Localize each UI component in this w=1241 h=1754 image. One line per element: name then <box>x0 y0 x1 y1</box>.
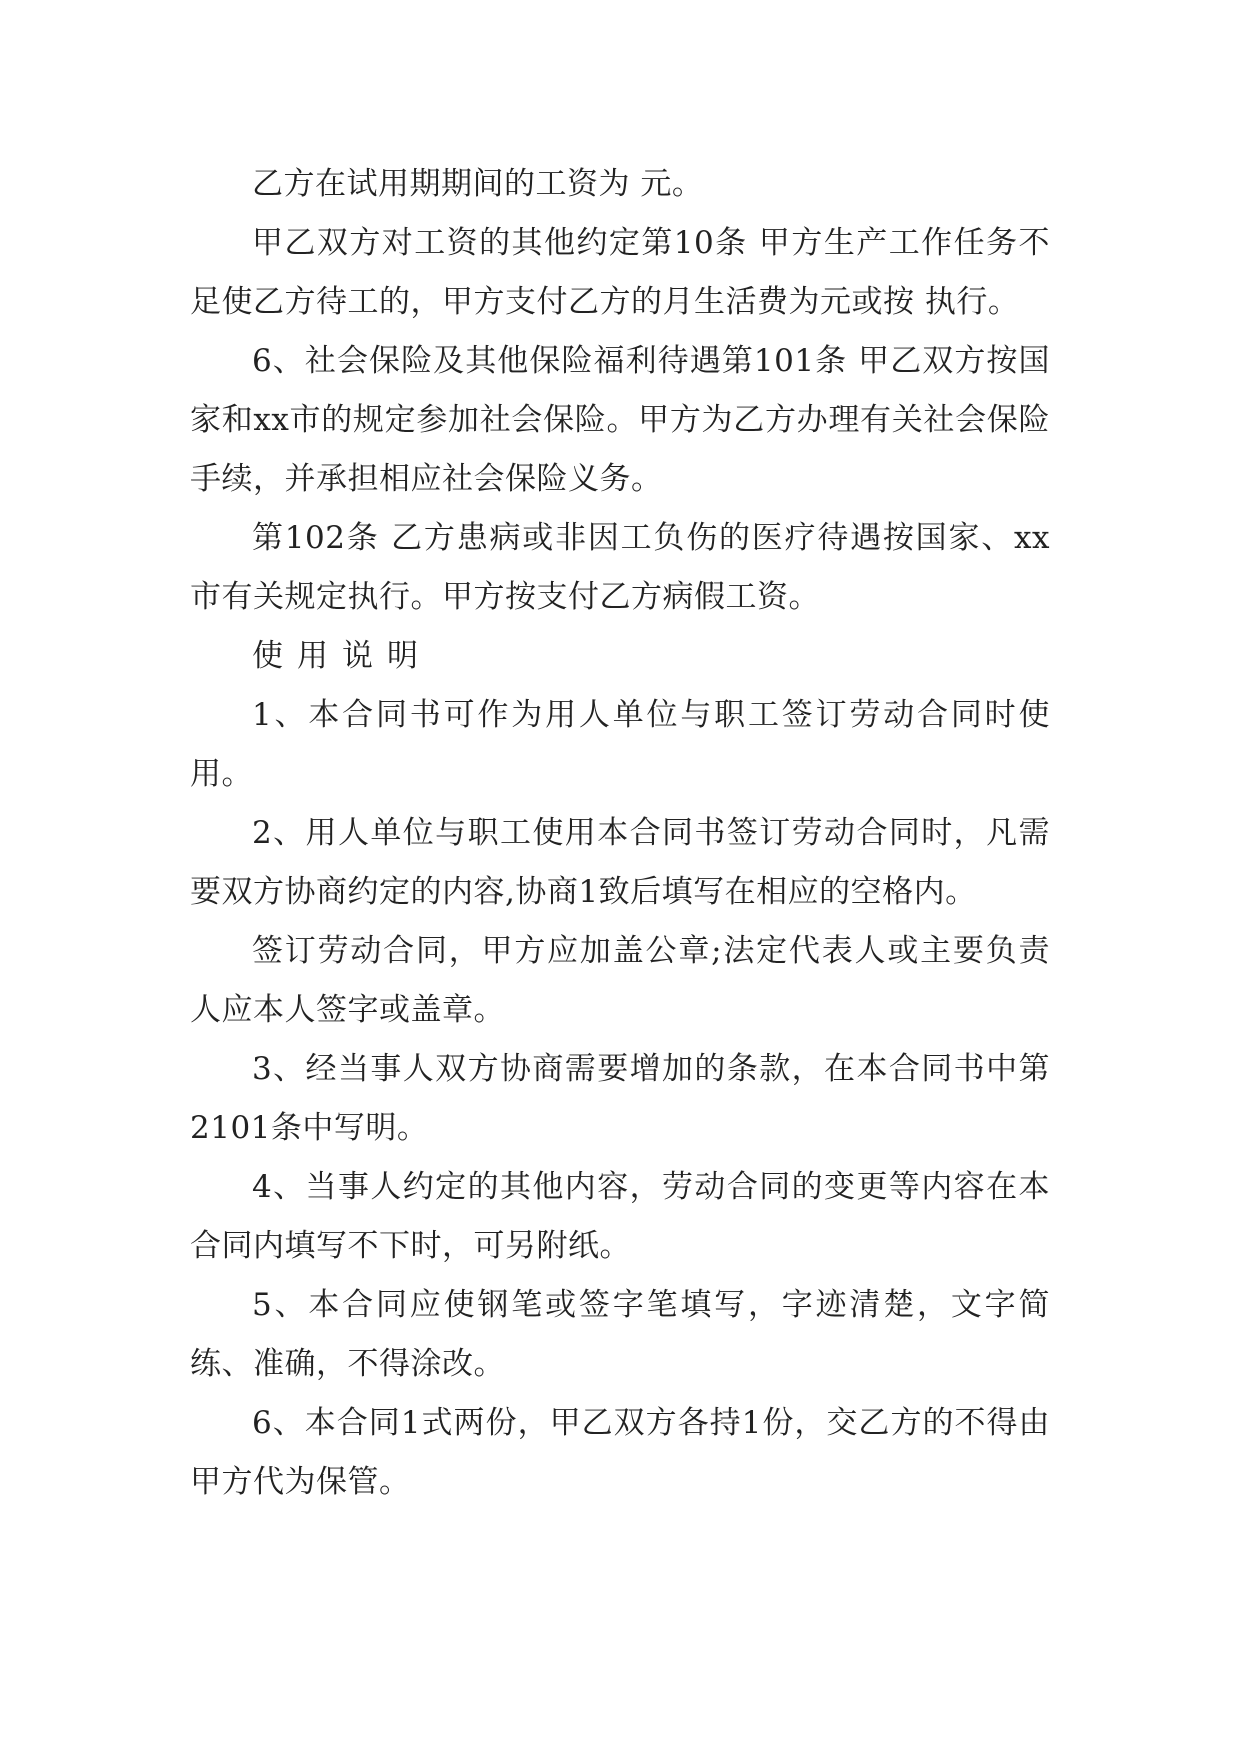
paragraph-wage-agreement: 甲乙双方对工资的其他约定第10条 甲方生产工作任务不足使乙方待工的，甲方支付乙方的月生活费为元或按 执行。 <box>190 225 1050 320</box>
instruction-item: 5、本合同应使钢笔或签字笔填写，字迹清楚，文字简练、准确，不得涂改。 <box>190 1287 1050 1382</box>
instruction-item: 1、本合同书可作为用人单位与职工签订劳动合同时使用。 <box>190 697 1050 792</box>
paragraph-social-insurance: 6、社会保险及其他保险福利待遇第101条 甲乙双方按国家和xx市的规定参加社会保险。甲方为乙方办理有关社会保险手续，并承担相应社会保险义务。 <box>190 343 1050 497</box>
instruction-item: 签订劳动合同，甲方应加盖公章;法定代表人或主要负责人应本人签字或盖章。 <box>190 933 1050 1028</box>
paragraph-trial-wage: 乙方在试用期期间的工资为 元。 <box>252 166 704 202</box>
instruction-item: 6、本合同1式两份，甲乙双方各持1份，交乙方的不得由甲方代为保管。 <box>190 1405 1050 1500</box>
instruction-item: 4、当事人约定的其他内容，劳动合同的变更等内容在本合同内填写不下时，可另附纸。 <box>190 1169 1050 1264</box>
paragraph-medical-treatment: 第102条 乙方患病或非因工负伤的医疗待遇按国家、xx市有关规定执行。甲方按支付乙方病假工资。 <box>190 520 1050 615</box>
instruction-item: 2、用人单位与职工使用本合同书签订劳动合同时，凡需要双方协商约定的内容,协商1致后填写在相应的空格内。 <box>190 815 1050 910</box>
document-body <box>190 155 1050 1512</box>
instructions-heading: 使用说明 <box>252 638 432 674</box>
instruction-item: 3、经当事人双方协商需要增加的条款，在本合同书中第2101条中写明。 <box>190 1051 1050 1146</box>
